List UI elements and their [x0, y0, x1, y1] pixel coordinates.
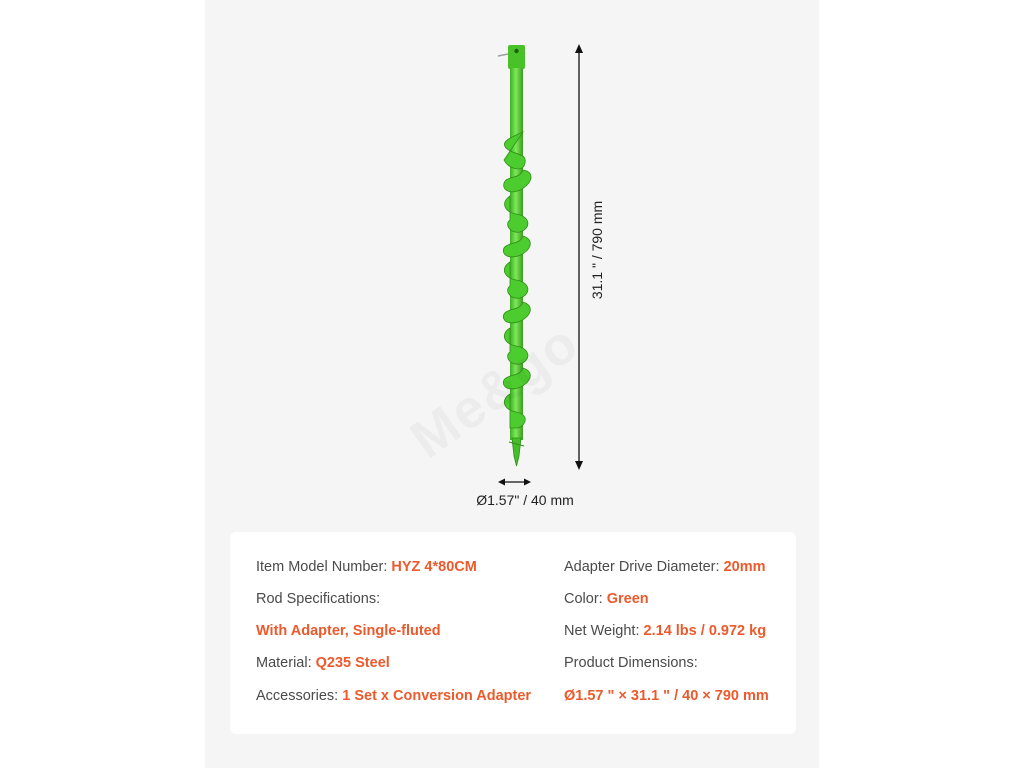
spec-value: 1 Set x Conversion Adapter [342, 688, 532, 704]
spec-value: Q235 Steel [315, 655, 390, 671]
spec-dimensions-label: Product Dimensions: [564, 655, 698, 671]
product-figure [205, 0, 819, 520]
spec-adapter-diameter [564, 557, 765, 577]
spec-rod-label: Rod Specifications: [256, 591, 381, 607]
spec-label: Color: [564, 591, 607, 607]
horizontal-dimension-arrow-icon [498, 479, 531, 486]
spec-value: 2.14 lbs / 0.972 kg [643, 623, 767, 639]
spec-value: Green [606, 591, 649, 607]
spec-label: Item Model Number: [256, 559, 392, 575]
diameter-dimension-label: Ø1.57" / 40 mm [476, 492, 574, 508]
spec-value: Ø1.57 " × 31.1 " / 40 × 790 mm [564, 688, 769, 704]
vertical-dimension-arrow-icon [575, 44, 583, 470]
spec-label: Net Weight: [564, 623, 644, 639]
spec-material [256, 653, 390, 673]
length-dimension-label: 31.1 " / 790 mm [589, 200, 605, 300]
spec-value: HYZ 4*80CM [391, 559, 477, 575]
spec-label: Adapter Drive Diameter: [564, 559, 724, 575]
spec-net-weight [564, 621, 766, 641]
spec-value: 20mm [723, 559, 766, 575]
spec-label: Material: [256, 655, 316, 671]
spec-rod-value [256, 621, 441, 641]
spec-model [256, 557, 477, 577]
spec-accessories [256, 686, 531, 706]
spec-dimensions-value [564, 686, 769, 706]
spec-value: With Adapter, Single-fluted [256, 623, 441, 639]
spec-color [564, 589, 649, 609]
spec-label: Accessories: [256, 688, 343, 704]
spec-card [230, 532, 796, 734]
